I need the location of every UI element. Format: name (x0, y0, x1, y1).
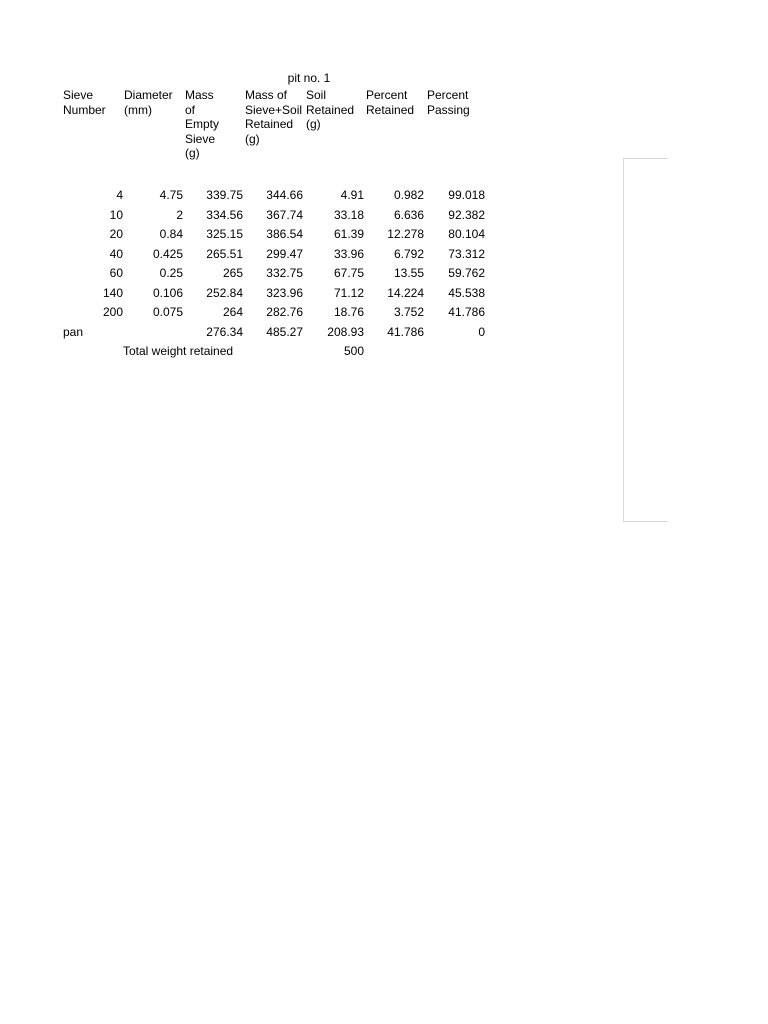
cell-soil-retained: 67.75 (333, 266, 364, 280)
header-percent-retained: Percent Retained (366, 88, 415, 117)
cell-soil-retained: 4.91 (340, 188, 364, 202)
header-diameter: Diameter (mm) (124, 88, 173, 117)
cell-diameter: 4.75 (159, 188, 183, 202)
cell-mass-sieve-soil: 344.66 (266, 188, 303, 202)
cell-mass-empty: 276.34 (206, 324, 243, 339)
cell-percent-retained: 0.982 (393, 188, 424, 202)
cell-soil-retained: 18.76 (333, 305, 364, 319)
cell-diameter: 0.075 (152, 305, 183, 319)
cell-mass-sieve-soil: 386.54 (266, 227, 303, 241)
cell-sieve-number: 20 (109, 227, 123, 241)
cell-sieve-number: pan (63, 324, 84, 339)
total-weight-label: Total weight retained (123, 344, 234, 358)
cell-sieve-number: 140 (102, 285, 123, 300)
cell-mass-empty: 265 (222, 266, 243, 280)
cell-soil-retained: 33.18 (333, 207, 364, 222)
cell-sieve-number: 60 (109, 266, 123, 280)
cell-mass-empty: 264 (222, 305, 243, 319)
cell-mass-sieve-soil: 367.74 (266, 207, 303, 222)
cell-percent-retained: 12.278 (387, 227, 424, 241)
cell-percent-retained: 3.752 (393, 305, 424, 319)
header-sieve-number: Sieve Number (63, 88, 106, 117)
cell-percent-passing: 41.786 (448, 305, 485, 319)
cell-mass-sieve-soil: 323.96 (266, 285, 303, 300)
header-mass-empty-sieve: Mass of Empty Sieve (g) (185, 88, 220, 160)
total-weight-value: 500 (343, 344, 364, 358)
cell-mass-empty: 252.84 (206, 285, 243, 300)
cell-sieve-number: 4 (116, 188, 123, 202)
cell-mass-empty: 339.75 (206, 188, 243, 202)
cell-percent-passing: 59.762 (448, 266, 485, 280)
cell-diameter: 0.425 (152, 246, 183, 261)
cell-mass-empty: 334.56 (206, 207, 243, 222)
cell-percent-passing: 73.312 (448, 246, 485, 261)
cell-soil-retained: 71.12 (333, 285, 364, 300)
cell-percent-passing: 99.018 (448, 188, 485, 202)
cell-mass-empty: 265.51 (206, 246, 243, 261)
cell-soil-retained: 61.39 (333, 227, 364, 241)
chart-frame-placeholder (623, 158, 668, 522)
cell-sieve-number: 40 (109, 246, 123, 261)
cell-diameter: 0.25 (159, 266, 183, 280)
cell-percent-retained: 41.786 (387, 324, 424, 339)
cell-percent-passing: 92.382 (448, 207, 485, 222)
cell-sieve-number: 10 (109, 207, 123, 222)
header-mass-sieve-soil: Mass of Sieve+Soil Retained (g) (245, 88, 303, 146)
cell-percent-passing: 45.538 (448, 285, 485, 300)
cell-percent-retained: 6.636 (393, 207, 424, 222)
cell-percent-retained: 14.224 (387, 285, 424, 300)
cell-diameter: 2 (176, 207, 183, 222)
cell-percent-passing: 80.104 (448, 227, 485, 241)
cell-mass-sieve-soil: 282.76 (266, 305, 303, 319)
cell-percent-passing: 0 (478, 324, 485, 339)
cell-diameter: 0.106 (152, 285, 183, 300)
cell-mass-sieve-soil: 485.27 (266, 324, 303, 339)
cell-percent-retained: 6.792 (393, 246, 424, 261)
header-percent-passing: Percent Passing (427, 88, 470, 117)
cell-sieve-number: 200 (102, 305, 123, 319)
cell-mass-sieve-soil: 299.47 (266, 246, 303, 261)
cell-percent-retained: 13.55 (393, 266, 424, 280)
cell-soil-retained: 208.93 (327, 324, 364, 339)
cell-mass-empty: 325.15 (206, 227, 243, 241)
cell-diameter: 0.84 (159, 227, 183, 241)
cell-soil-retained: 33.96 (333, 246, 364, 261)
sheet-title: pit no. 1 (287, 71, 331, 85)
cell-mass-sieve-soil: 332.75 (266, 266, 303, 280)
header-soil-retained: Soil Retained (g) (306, 88, 355, 131)
